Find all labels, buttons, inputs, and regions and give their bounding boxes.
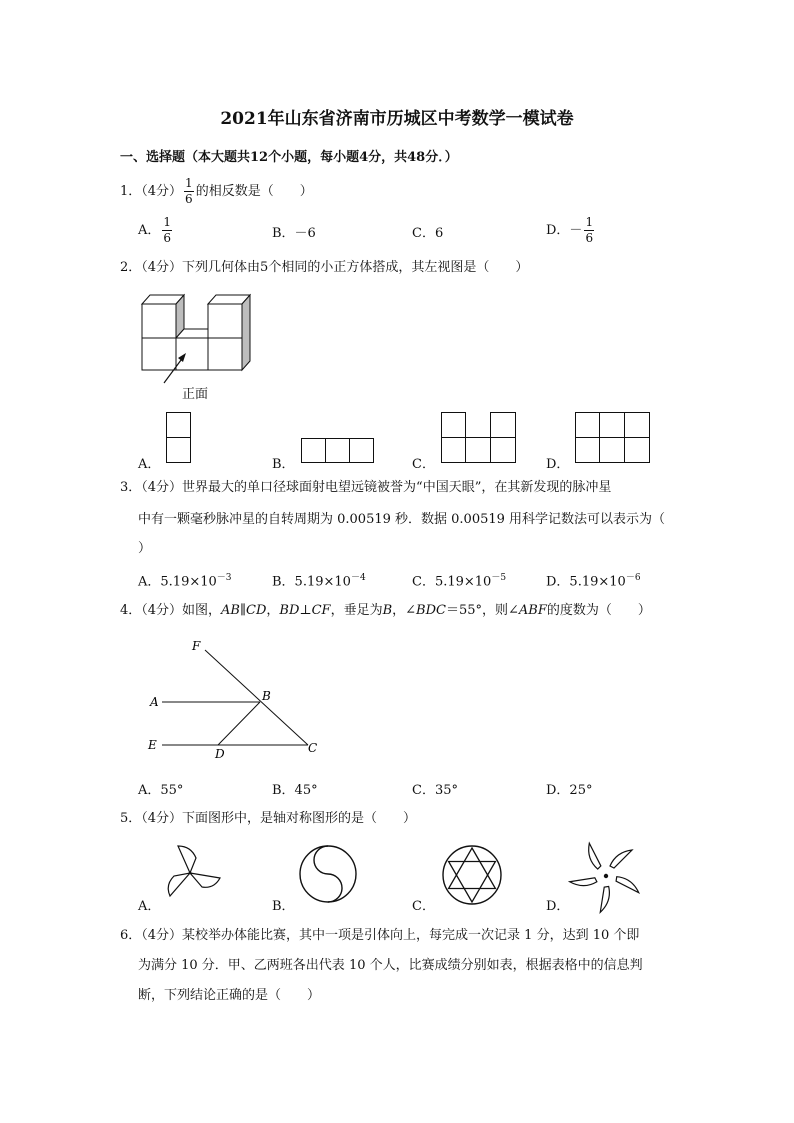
q5-option-c: C． xyxy=(412,899,435,914)
label-f: F xyxy=(192,639,201,653)
q5-yin-yang-figure xyxy=(297,843,359,905)
q5-option-a: A． xyxy=(138,899,161,914)
q1-d-num: 1 xyxy=(585,215,594,229)
q1-option-b: B．－6 xyxy=(272,226,316,241)
q1-fraction xyxy=(184,176,194,207)
q4-text-5: ＝55°，则∠ xyxy=(445,603,519,618)
q3-c-base: C．5.19×10 xyxy=(412,574,492,590)
q1-option-d-label: D．－ xyxy=(546,223,583,238)
question-6-line-1: 6．（4分）某校举办体能比赛，其中一项是引体向上，每完成一次记录 1 分，达到 10 个即 xyxy=(120,928,640,943)
line-fc xyxy=(205,650,308,745)
q3-d-base: D．5.19×10 xyxy=(546,574,626,590)
q2-view-b xyxy=(301,438,375,464)
question-2: 2．（4分）下列几何体由5个相同的小正方体搭成，其左视图是（ ） xyxy=(120,260,529,275)
question-6-line-3: 断，下列结论正确的是（ ） xyxy=(138,988,321,1003)
q4-text-3: ，垂足为 xyxy=(330,603,383,618)
question-4 xyxy=(120,601,651,621)
label-b: B xyxy=(262,689,271,703)
question-3-line-2: 中有一颗毫秒脉冲星的自转周期为 0.00519 秒．数据 0.00519 用科学记数法可以表示为（ xyxy=(138,512,666,527)
q1-prefix: 1．（4分） xyxy=(120,184,183,199)
q3-option-a xyxy=(138,570,232,589)
q3-d-exp: －6 xyxy=(625,573,641,583)
q2-view-c xyxy=(441,412,517,464)
q4-text-1: 4．（4分）如图， xyxy=(120,603,222,618)
q5-pinwheel-figure xyxy=(572,842,640,910)
q1-frac-num: 1 xyxy=(185,176,193,190)
q4-point-b: B xyxy=(382,603,393,618)
q3-b-exp: －4 xyxy=(350,573,366,583)
q1-frac-den: 6 xyxy=(185,192,193,206)
q4-ab-parallel-cd: AB∥CD xyxy=(221,603,267,618)
q3-option-b xyxy=(272,570,366,589)
q2-option-d: D． xyxy=(546,457,570,472)
q2-view-d xyxy=(575,412,651,464)
q5-triskelion-figure xyxy=(158,840,228,908)
label-e: E xyxy=(148,738,157,752)
question-5: 5．（4分）下面图形中，是轴对称图形的是（ ） xyxy=(120,811,417,826)
q2-view-a xyxy=(166,412,192,464)
q3-b-base: B．5.19×10 xyxy=(272,574,351,590)
question-3-line-1: 3．（4分）世界最大的单口径球面射电望远镜被誉为“中国天眼”，在其新发现的脉冲星 xyxy=(120,480,612,495)
q4-text-4: ，∠ xyxy=(392,603,417,618)
q4-option-a: A．55° xyxy=(138,783,184,798)
q4-text-2: ， xyxy=(266,603,280,618)
q2-option-b: B． xyxy=(272,457,295,472)
q2-option-a: A． xyxy=(138,457,161,472)
q5-option-b: B． xyxy=(272,899,295,914)
q3-option-c xyxy=(412,570,506,589)
question-6-line-2: 为满分 10 分．甲、乙两班各出代表 10 个人，比赛成绩分别如表，根据表格中的信息判 xyxy=(138,958,643,973)
q4-angle-abf: ABF xyxy=(518,603,547,618)
q5-star-of-david-figure xyxy=(440,843,504,907)
q1-d-den: 6 xyxy=(585,231,594,245)
front-label: 正面 xyxy=(182,387,209,402)
q4-geometry-figure xyxy=(140,636,340,766)
q3-option-d xyxy=(546,570,641,589)
q4-bd-perp-cf: BD⊥CF xyxy=(279,603,331,618)
exam-title: 2021年山东省济南市历城区中考数学一模试卷 xyxy=(220,109,574,129)
q3-c-exp: －5 xyxy=(491,573,507,583)
label-d: D xyxy=(215,747,225,761)
q4-option-c: C．35° xyxy=(412,783,458,798)
q3-a-base: A．5.19×10 xyxy=(138,574,217,590)
q1-option-d xyxy=(546,215,596,246)
q1-option-a-label: A． xyxy=(138,223,161,238)
q5-option-d: D． xyxy=(546,899,570,914)
q2-option-c: C． xyxy=(412,457,435,472)
section-heading: 一、选择题（本大题共12个小题，每小题4分，共48分．） xyxy=(120,150,458,165)
q1-option-c: C．6 xyxy=(412,226,444,241)
q4-text-6: 的度数为（ ） xyxy=(546,603,651,618)
line-bd xyxy=(218,702,260,745)
q1-option-a xyxy=(138,215,174,246)
question-3-line-3: ） xyxy=(138,541,152,556)
q4-angle-bdc: BDC xyxy=(416,603,446,618)
q4-option-b: B．45° xyxy=(272,783,318,798)
q3-a-exp: －3 xyxy=(216,573,232,583)
q1-suffix: 的相反数是（ ） xyxy=(195,184,313,199)
q1-a-num: 1 xyxy=(163,215,172,229)
q1-a-den: 6 xyxy=(163,231,172,245)
question-1 xyxy=(120,176,313,207)
label-c: C xyxy=(308,741,318,755)
q4-option-d: D．25° xyxy=(546,783,593,798)
label-a: A xyxy=(150,695,159,709)
